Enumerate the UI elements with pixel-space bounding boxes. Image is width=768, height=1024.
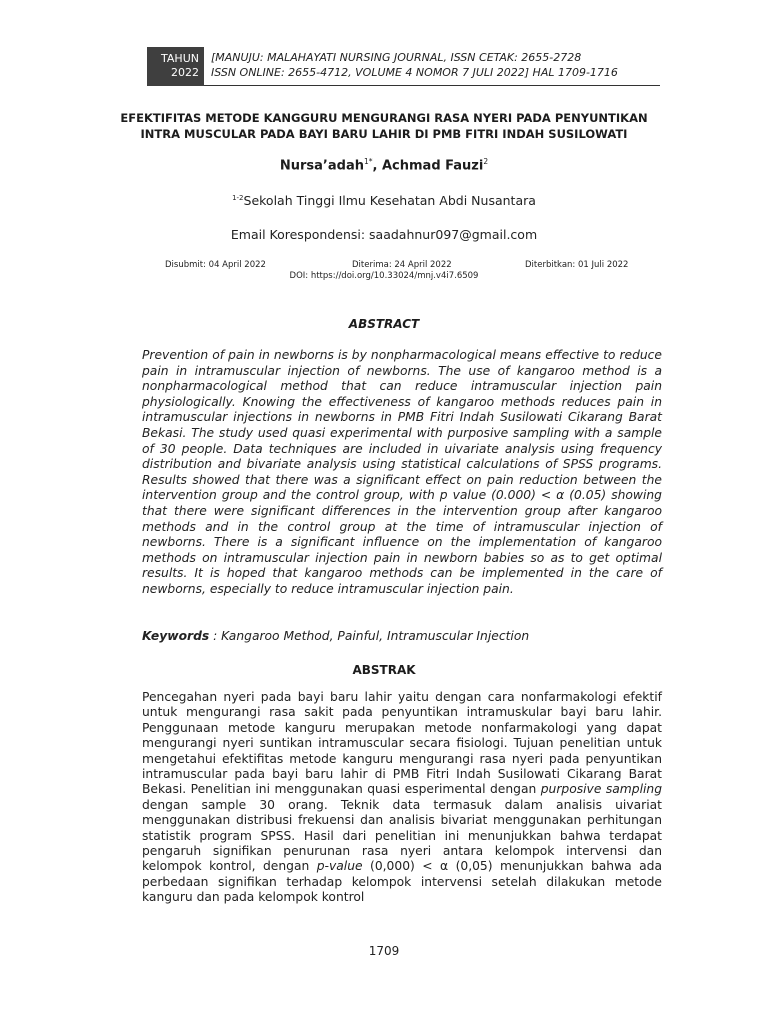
- affiliation-mark: 1-2: [232, 193, 244, 202]
- abstract-id-heading: ABSTRAK: [352, 663, 416, 677]
- accepted-date: Diterima: 24 April 2022: [352, 260, 452, 270]
- journal-info: [211, 51, 661, 80]
- abstract-en-heading: ABSTRACT: [348, 317, 420, 331]
- keywords: [142, 629, 662, 643]
- submitted-date: Disubmit: 04 April 2022: [165, 260, 266, 270]
- affiliation: [120, 193, 648, 208]
- paper-title-line2: INTRA MUSCULAR PADA BAYI BARU LAHIR DI PMB FITRI INDAH SUSILOWATI: [140, 127, 628, 141]
- author-2-mark: 2: [483, 157, 489, 166]
- author-1: Nursa’adah: [279, 158, 364, 174]
- abstract-id-part3: (0,000) < α (0,05) menunjukkan bahwa ada perbedaan signifikan terhadap kelompok intervensi setelah dilakukan metode kanguru dan pada kelompok kontrol: [142, 859, 663, 905]
- journal-header: [147, 47, 660, 86]
- abstract-id-part2: dengan sample 30 orang. Teknik data termasuk dalam analisis uivariat menggunakan distribusi frekuensi dan analisis bivariat menggunakan perhitungan statistik program SPSS. Hasil dari penelitian ini menunjukkan bahwa terdapat pengaruh signifikan penurunan rasa nyeri antara kelompok intervensi dan kelompok kontrol, dengan: [142, 797, 662, 874]
- abstract-id-italic2: p-value: [316, 859, 363, 874]
- year-box: [147, 47, 204, 86]
- abstract-id-italic1: purposive sampling: [540, 782, 663, 797]
- published-date: Diterbitkan: 01 Juli 2022: [525, 260, 629, 270]
- author-2: Achmad Fauzi: [381, 158, 484, 174]
- correspondence-email: Email Korespondensi: saadahnur097@gmail.com: [230, 227, 538, 242]
- author-1-mark: 1*: [363, 157, 373, 166]
- paper-title-line1: EFEKTIFITAS METODE KANGGURU MENGURANGI RASA NYERI PADA PENYUNTIKAN: [120, 111, 648, 125]
- header-rule: [204, 85, 660, 86]
- journal-info-line1: [MANUJU: MALAHAYATI NURSING JOURNAL, ISSN CETAK: 2655-2728: [211, 51, 582, 64]
- abstract-id-body: [142, 690, 662, 906]
- journal-info-line2: ISSN ONLINE: 2655-4712, VOLUME 4 NOMOR 7 JULI 2022] HAL 1709-1716: [211, 65, 618, 79]
- keywords-text: : Kangaroo Method, Painful, Intramuscular Injection: [209, 629, 530, 643]
- abstract-en-body: Prevention of pain in newborns is by nonpharmacological means effective to reduce pain in intramuscular injection of newborns. The use of kangaroo method is a nonpharmacological method that can reduce intramuscular injection pain physiologically. Knowing the effectiveness of kangaroo methods reduces pain in intramuscular injections in newborns in PMB Fitri Indah Susilowati Cikarang Barat Bekasi. The study used quasi experimental with purposive sampling with a sample of 30 people. Data techniques are included in uivariate analysis using frequency distribution and bivariate analysis using statistical calculations of SPSS programs. Results showed that there was a significant effect on pain reduction between the intervention group and the control group, with p value (0.000) < α (0.05) showing that there were significant differences in the intervention group after kangaroo methods and in the control group at the time of intramuscular injection of newborns. There is a significant influence on the implementation of kangaroo methods on intramuscular injection pain in newborn babies so as to get optimal results. It is hoped that kangaroo methods can be implemented in the care of newborns, especially to reduce intramuscular injection pain.: [142, 348, 662, 596]
- year-value: 2022: [171, 66, 199, 79]
- abstract-id-part1: Pencegahan nyeri pada bayi baru lahir yaitu dengan cara nonfarmakologi efektif untuk mengurangi rasa sakit pada penyuntikan intramuskular bayi baru lahir. Penggunaan metode kanguru merupakan metode nonfarmakologi yang dapat mengurangi nyeri suntikan intramuscular secara fisiologi. Tujuan penelitian untuk mengetahui efektifitas metode kanguru mengurangi rasa nyeri pada penyuntikan intramuscular pada bayi baru lahir di PMB Fitri Indah Susilowati Cikarang Barat Bekasi. Penelitian ini menggunakan quasi esperimental dengan: [142, 690, 662, 797]
- doi-link[interactable]: DOI: https://doi.org/10.33024/mnj.v4i7.6509: [289, 271, 479, 281]
- page-number: 1709: [368, 944, 400, 958]
- year-label: TAHUN: [161, 52, 199, 65]
- paper-title: [110, 110, 658, 142]
- affiliation-text: Sekolah Tinggi Ilmu Kesehatan Abdi Nusantara: [243, 193, 536, 208]
- author-separator: ,: [372, 158, 382, 174]
- keywords-label: Keywords: [142, 629, 210, 643]
- author-list: [120, 157, 648, 173]
